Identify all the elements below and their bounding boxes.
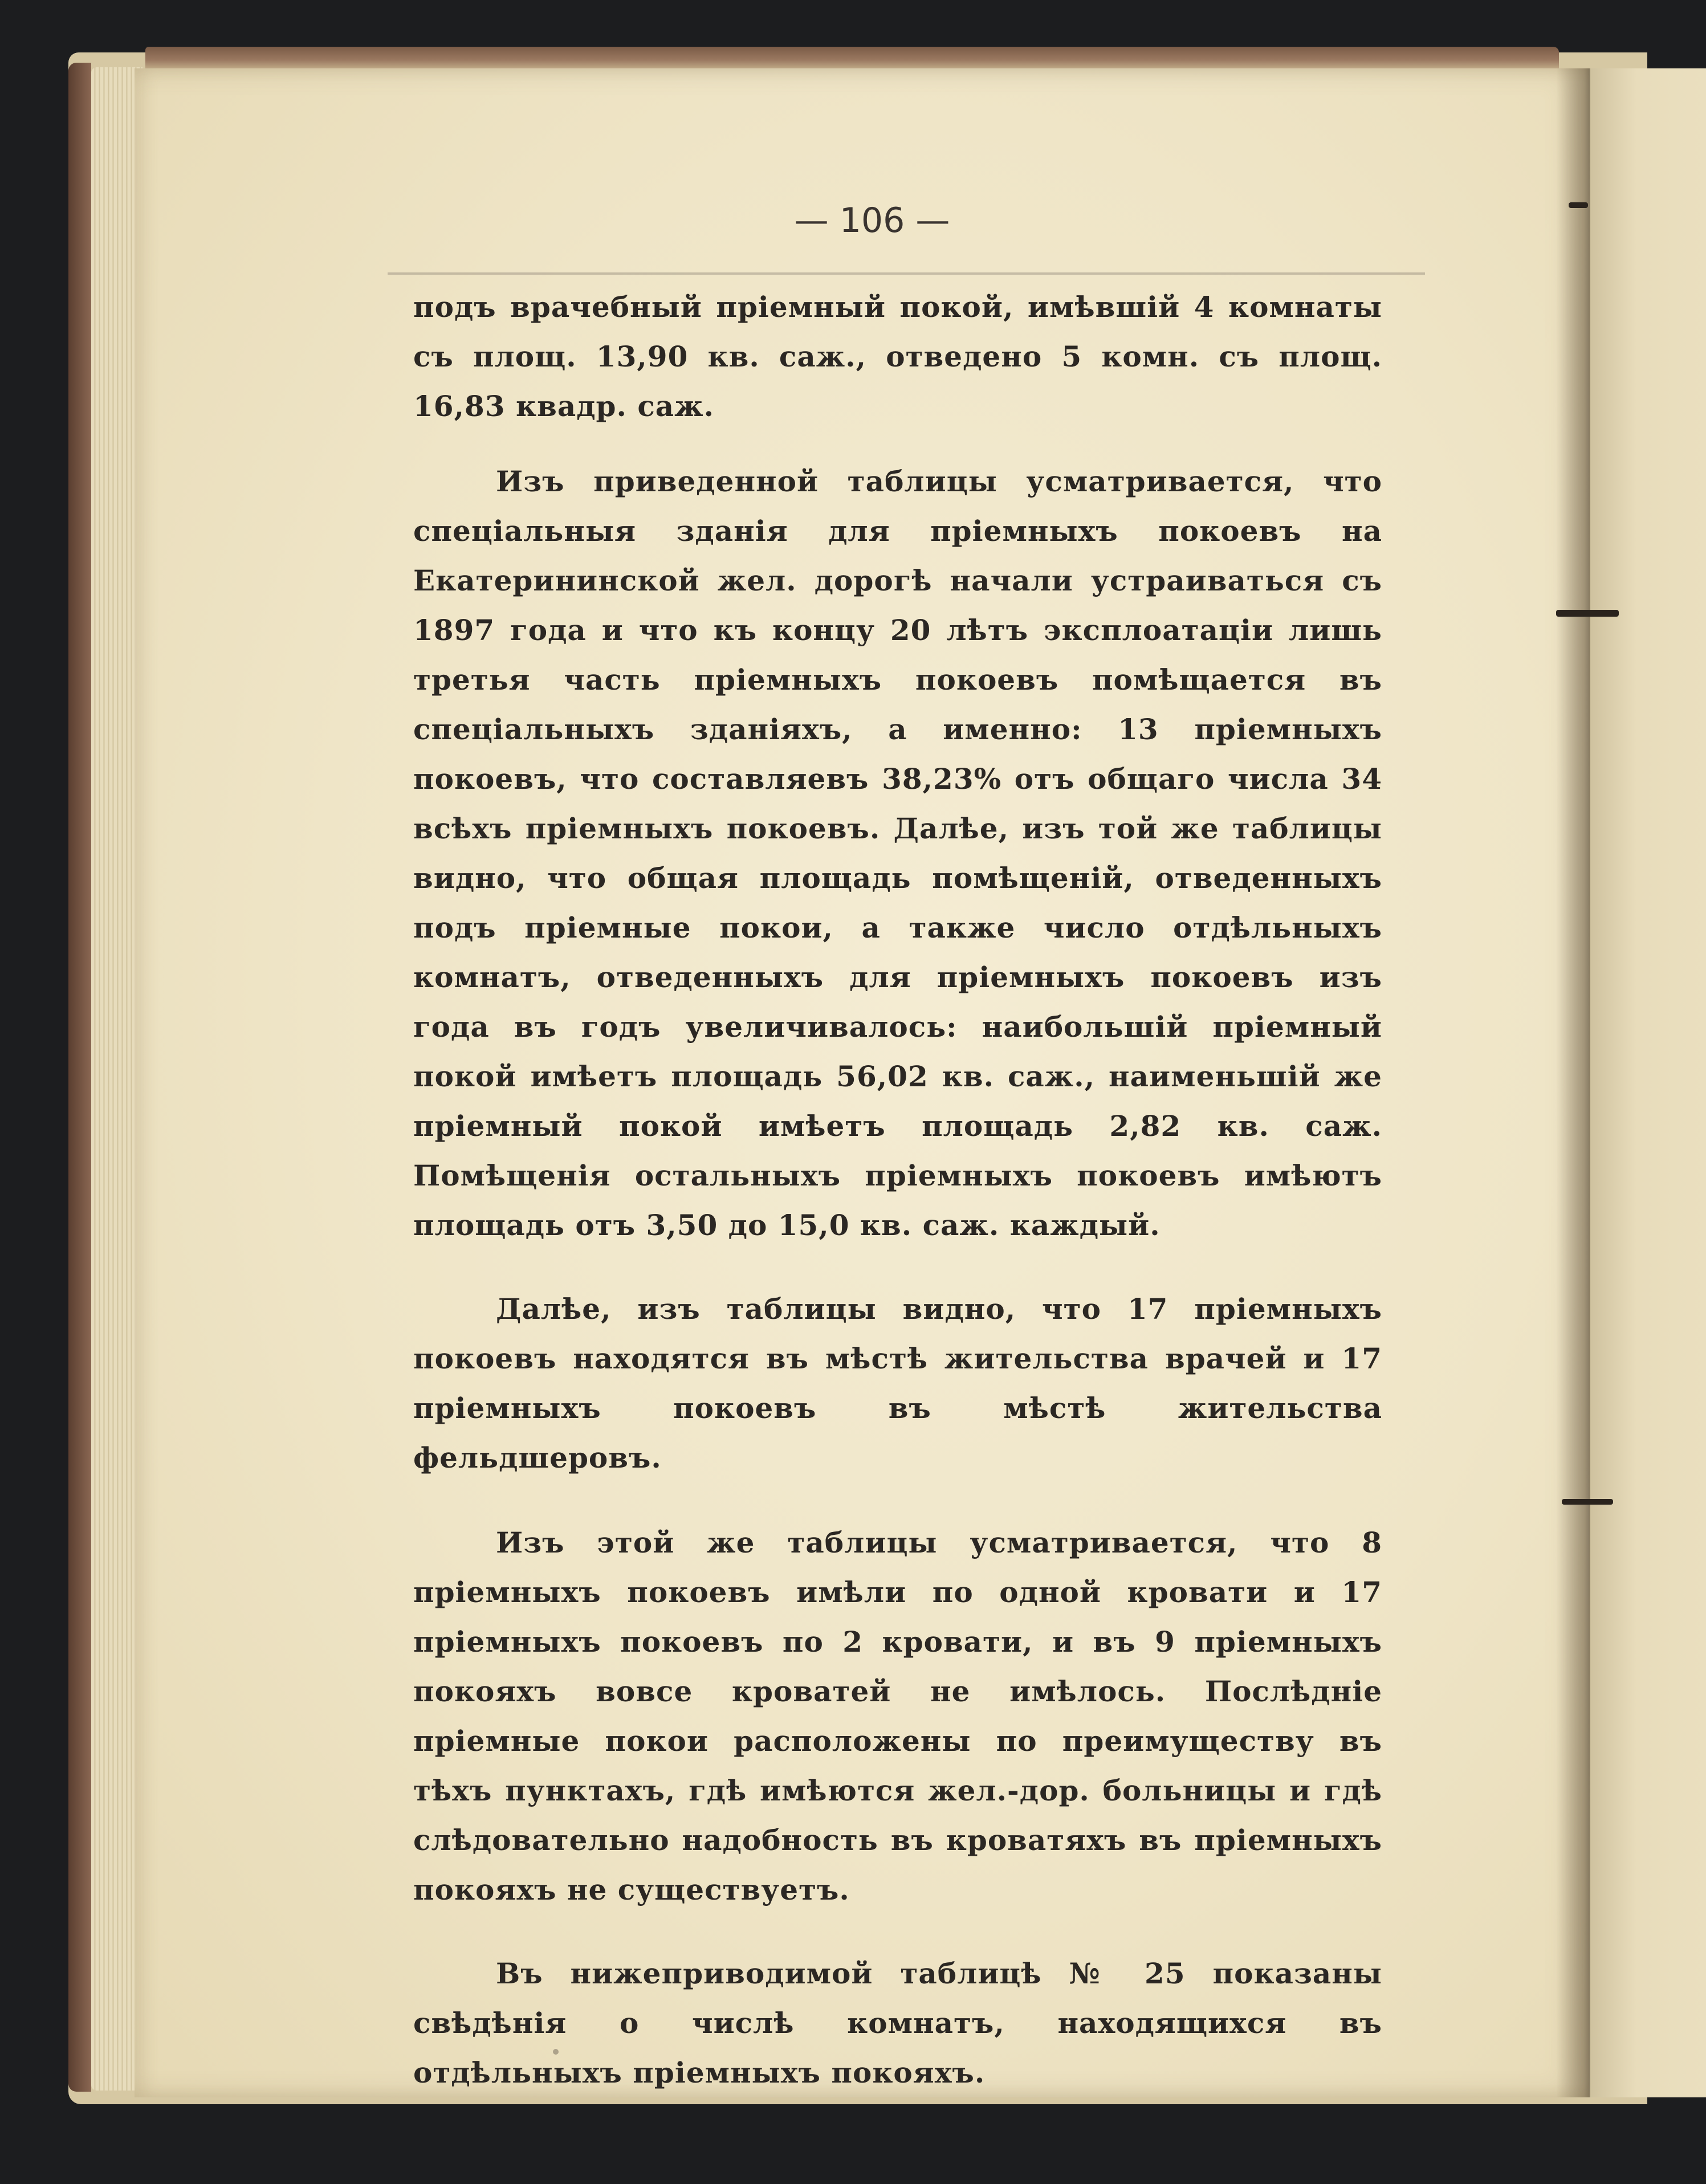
binding-thread-mark bbox=[1562, 1499, 1613, 1505]
header-rule bbox=[388, 272, 1425, 275]
paragraph: подъ врачебный пріемный покой, имѣвшій 4 комнаты съ площ. 13,90 кв. саж., отведено 5 комн. съ площ. 16,83 квадр. саж. bbox=[413, 290, 1382, 423]
page-body bbox=[413, 282, 1382, 2097]
book-cover-top-edge bbox=[145, 47, 1559, 71]
binding-thread-mark bbox=[1556, 610, 1619, 617]
paragraph: Въ нижеприводимой таблицѣ № 25 показаны свѣдѣнія о числѣ комнатъ, находящихся въ отдѣльныхъ пріемныхъ покояхъ. bbox=[413, 1957, 1382, 2089]
paragraph: Изъ этой же таблицы усматривается, что 8 пріемныхъ покоевъ имѣли по одной кровати и 17 пріемныхъ покоевъ по 2 кровати, и въ 9 пріемныхъ покояхъ вовсе кроватей не имѣлось. Послѣдніе пріемные покои расположены по преимуществу въ тѣхъ пунктахъ, гдѣ имѣются жел.-дор. больницы и гдѣ слѣдовательно надобность въ кроватяхъ въ пріемныхъ покояхъ не существуетъ. bbox=[413, 1526, 1382, 1906]
paragraph: Изъ приведенной таблицы усматривается, что спеціальныя зданія для пріемныхъ покоевъ на Екатерининской жел. дорогѣ начали устраиваться съ 1897 года и что къ концу 20 лѣтъ эксплоатаціи лишь третья часть пріемныхъ покоевъ помѣщается въ спеціальныхъ зданіяхъ, а именно: 13 пріемныхъ покоевъ, что составляевъ 38,23% отъ общаго числа 34 всѣхъ пріемныхъ покоевъ. Далѣе, изъ той же таблицы видно, что общая площадь помѣщеній, отведенныхъ подъ пріемные покои, а также число отдѣльныхъ комнатъ, отведенныхъ для пріемныхъ покоевъ изъ года въ годъ увеличивалось: наибольшій пріемный покой имѣетъ площадь 56,02 кв. саж., наименьшій же пріемный покой имѣетъ площадь 2,82 кв. саж. Помѣщенія остальныхъ пріемныхъ покоевъ имѣютъ площадь отъ 3,50 до 15,0 кв. саж. каждый. bbox=[413, 464, 1382, 1242]
binding-thread-mark bbox=[1569, 202, 1588, 208]
paragraph: Далѣе, изъ таблицы видно, что 17 пріемныхъ покоевъ находятся въ мѣстѣ жительства врачей и 17 пріемныхъ покоевъ въ мѣстѣ жительства фельдшеровъ. bbox=[413, 1292, 1382, 1474]
facing-page-edge bbox=[1590, 68, 1706, 2097]
page-number: — 106 — bbox=[794, 201, 950, 241]
book-cover-left-edge bbox=[68, 63, 91, 2092]
